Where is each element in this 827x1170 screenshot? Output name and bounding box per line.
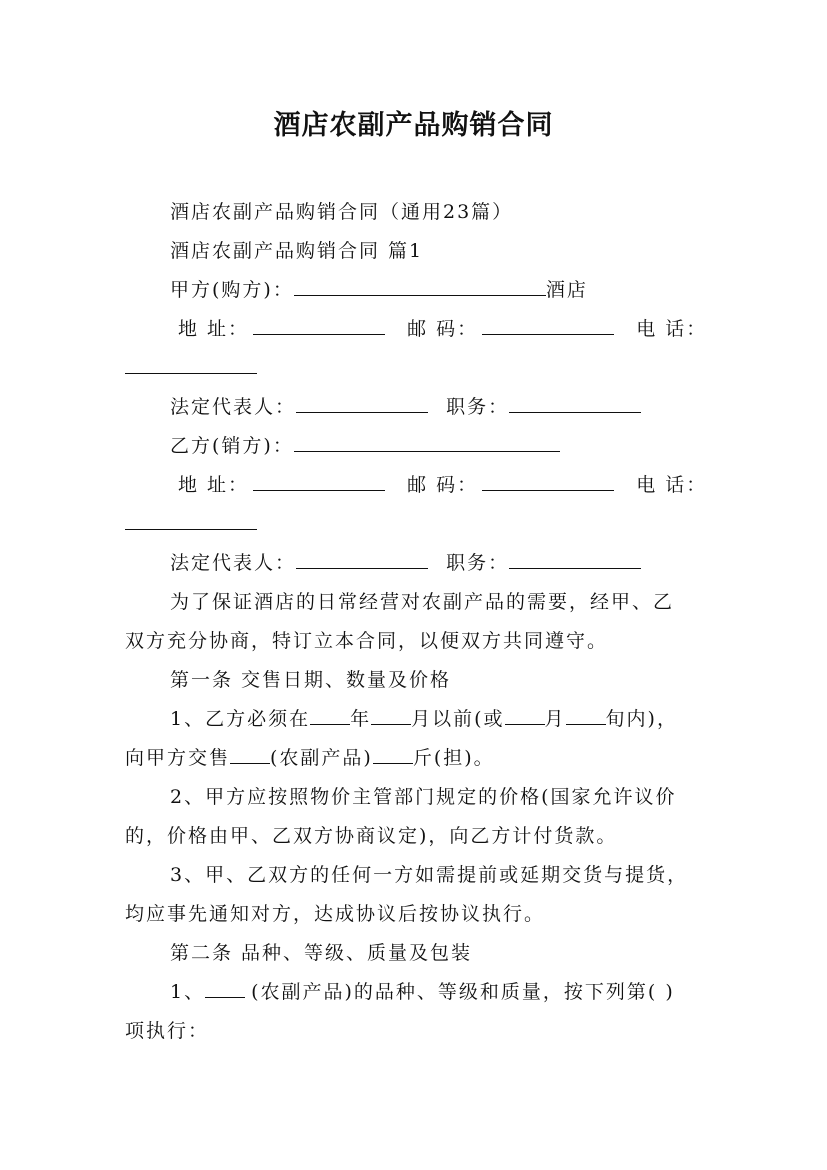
party-a-rep-line [170,394,641,420]
party-a-suffix: 酒店 [545,279,588,301]
party-b-phone-line [125,511,257,537]
party-b-address-label: 地 址： [178,474,250,496]
party-a-postcode-blank [482,316,614,335]
a1i1-year-blank [310,706,350,725]
party-a-title-blank [509,394,641,413]
article-1-item-1-line-1 [170,706,678,732]
article-1-heading: 第一条 交售日期、数量及价格 [170,669,452,691]
party-a-address-label: 地 址： [178,318,250,340]
a1i1-quantity-blank [373,745,413,764]
party-b-contact-line [178,472,707,498]
party-a-title-label: 职务： [446,396,510,418]
a1i1-text-8: 斤(担)。 [412,747,495,769]
party-a-name-blank [294,277,546,296]
party-a-contact-line [178,316,707,342]
party-a-address-blank [253,316,385,335]
party-a-line [170,277,588,303]
party-a-phone-label: 电 话： [636,318,708,340]
a1i1-month-blank [371,706,411,725]
article-1-item-3-line-1: 3、甲、乙双方的任何一方如需提前或延期交货与提货， [170,864,689,886]
article-1-item-1-line-2 [125,745,495,771]
a1i1-product-blank [230,745,270,764]
a1i1-text-1: 1、乙方必须在 [170,708,311,730]
a1i1-text-6: 向甲方交售 [125,747,231,769]
a2i1-text-2: (农副产品)的品种、等级和质量，按下列第( ) [251,981,675,1003]
party-b-postcode-blank [482,472,614,491]
party-a-rep-label: 法定代表人： [170,396,297,418]
article-1-item-3-line-2: 均应事先通知对方，达成协议后按协议执行。 [125,903,546,925]
party-a-phone-blank [125,355,257,374]
party-b-address-blank [253,472,385,491]
section-heading: 酒店农副产品购销合同 篇1 [170,240,424,262]
a1i1-period-blank [566,706,606,725]
a2i1-text-1: 1、 [170,981,206,1003]
party-a-phone-line [125,355,257,381]
party-b-phone-blank [125,511,257,530]
party-b-rep-label: 法定代表人： [170,552,297,574]
article-2-item-1-line-2: 项执行： [125,1020,210,1042]
preamble-line-1: 为了保证酒店的日常经营对农副产品的需要，经甲、乙 [170,591,675,613]
party-a-rep-blank [296,394,428,413]
a1i1-text-2: 年 [350,708,372,730]
document-subtitle: 酒店农副产品购销合同（通用23篇） [170,201,514,223]
a1i1-month2-blank [505,706,545,725]
party-b-label: 乙方(销方)： [170,435,294,457]
a1i1-text-7: (农副产品) [270,747,373,769]
a1i1-text-5: 旬内)， [605,708,678,730]
party-b-name-blank [294,433,560,452]
party-b-line [170,433,560,459]
party-b-postcode-label: 邮 码： [407,474,479,496]
a1i1-text-4: 月 [544,708,566,730]
article-2-heading: 第二条 品种、等级、质量及包装 [170,942,473,964]
article-1-item-2-line-1: 2、甲方应按照物价主管部门规定的价格(国家允许议价 [170,786,677,808]
party-b-title-blank [509,550,641,569]
a1i1-text-3: 月以前(或 [411,708,505,730]
preamble-line-2: 双方充分协商，特订立本合同，以便双方共同遵守。 [125,630,609,652]
article-2-item-1-line-1 [170,979,675,1005]
party-b-title-label: 职务： [446,552,510,574]
party-b-phone-label: 电 话： [636,474,708,496]
party-a-postcode-label: 邮 码： [407,318,479,340]
article-1-item-2-line-2: 的，价格由甲、乙双方协商议定)，向乙方计付货款。 [125,825,618,847]
party-a-label: 甲方(购方)： [170,279,294,301]
document-title: 酒店农副产品购销合同 [273,110,554,141]
party-b-rep-line [170,550,641,576]
a2i1-product-blank [205,979,245,998]
party-b-rep-blank [296,550,428,569]
